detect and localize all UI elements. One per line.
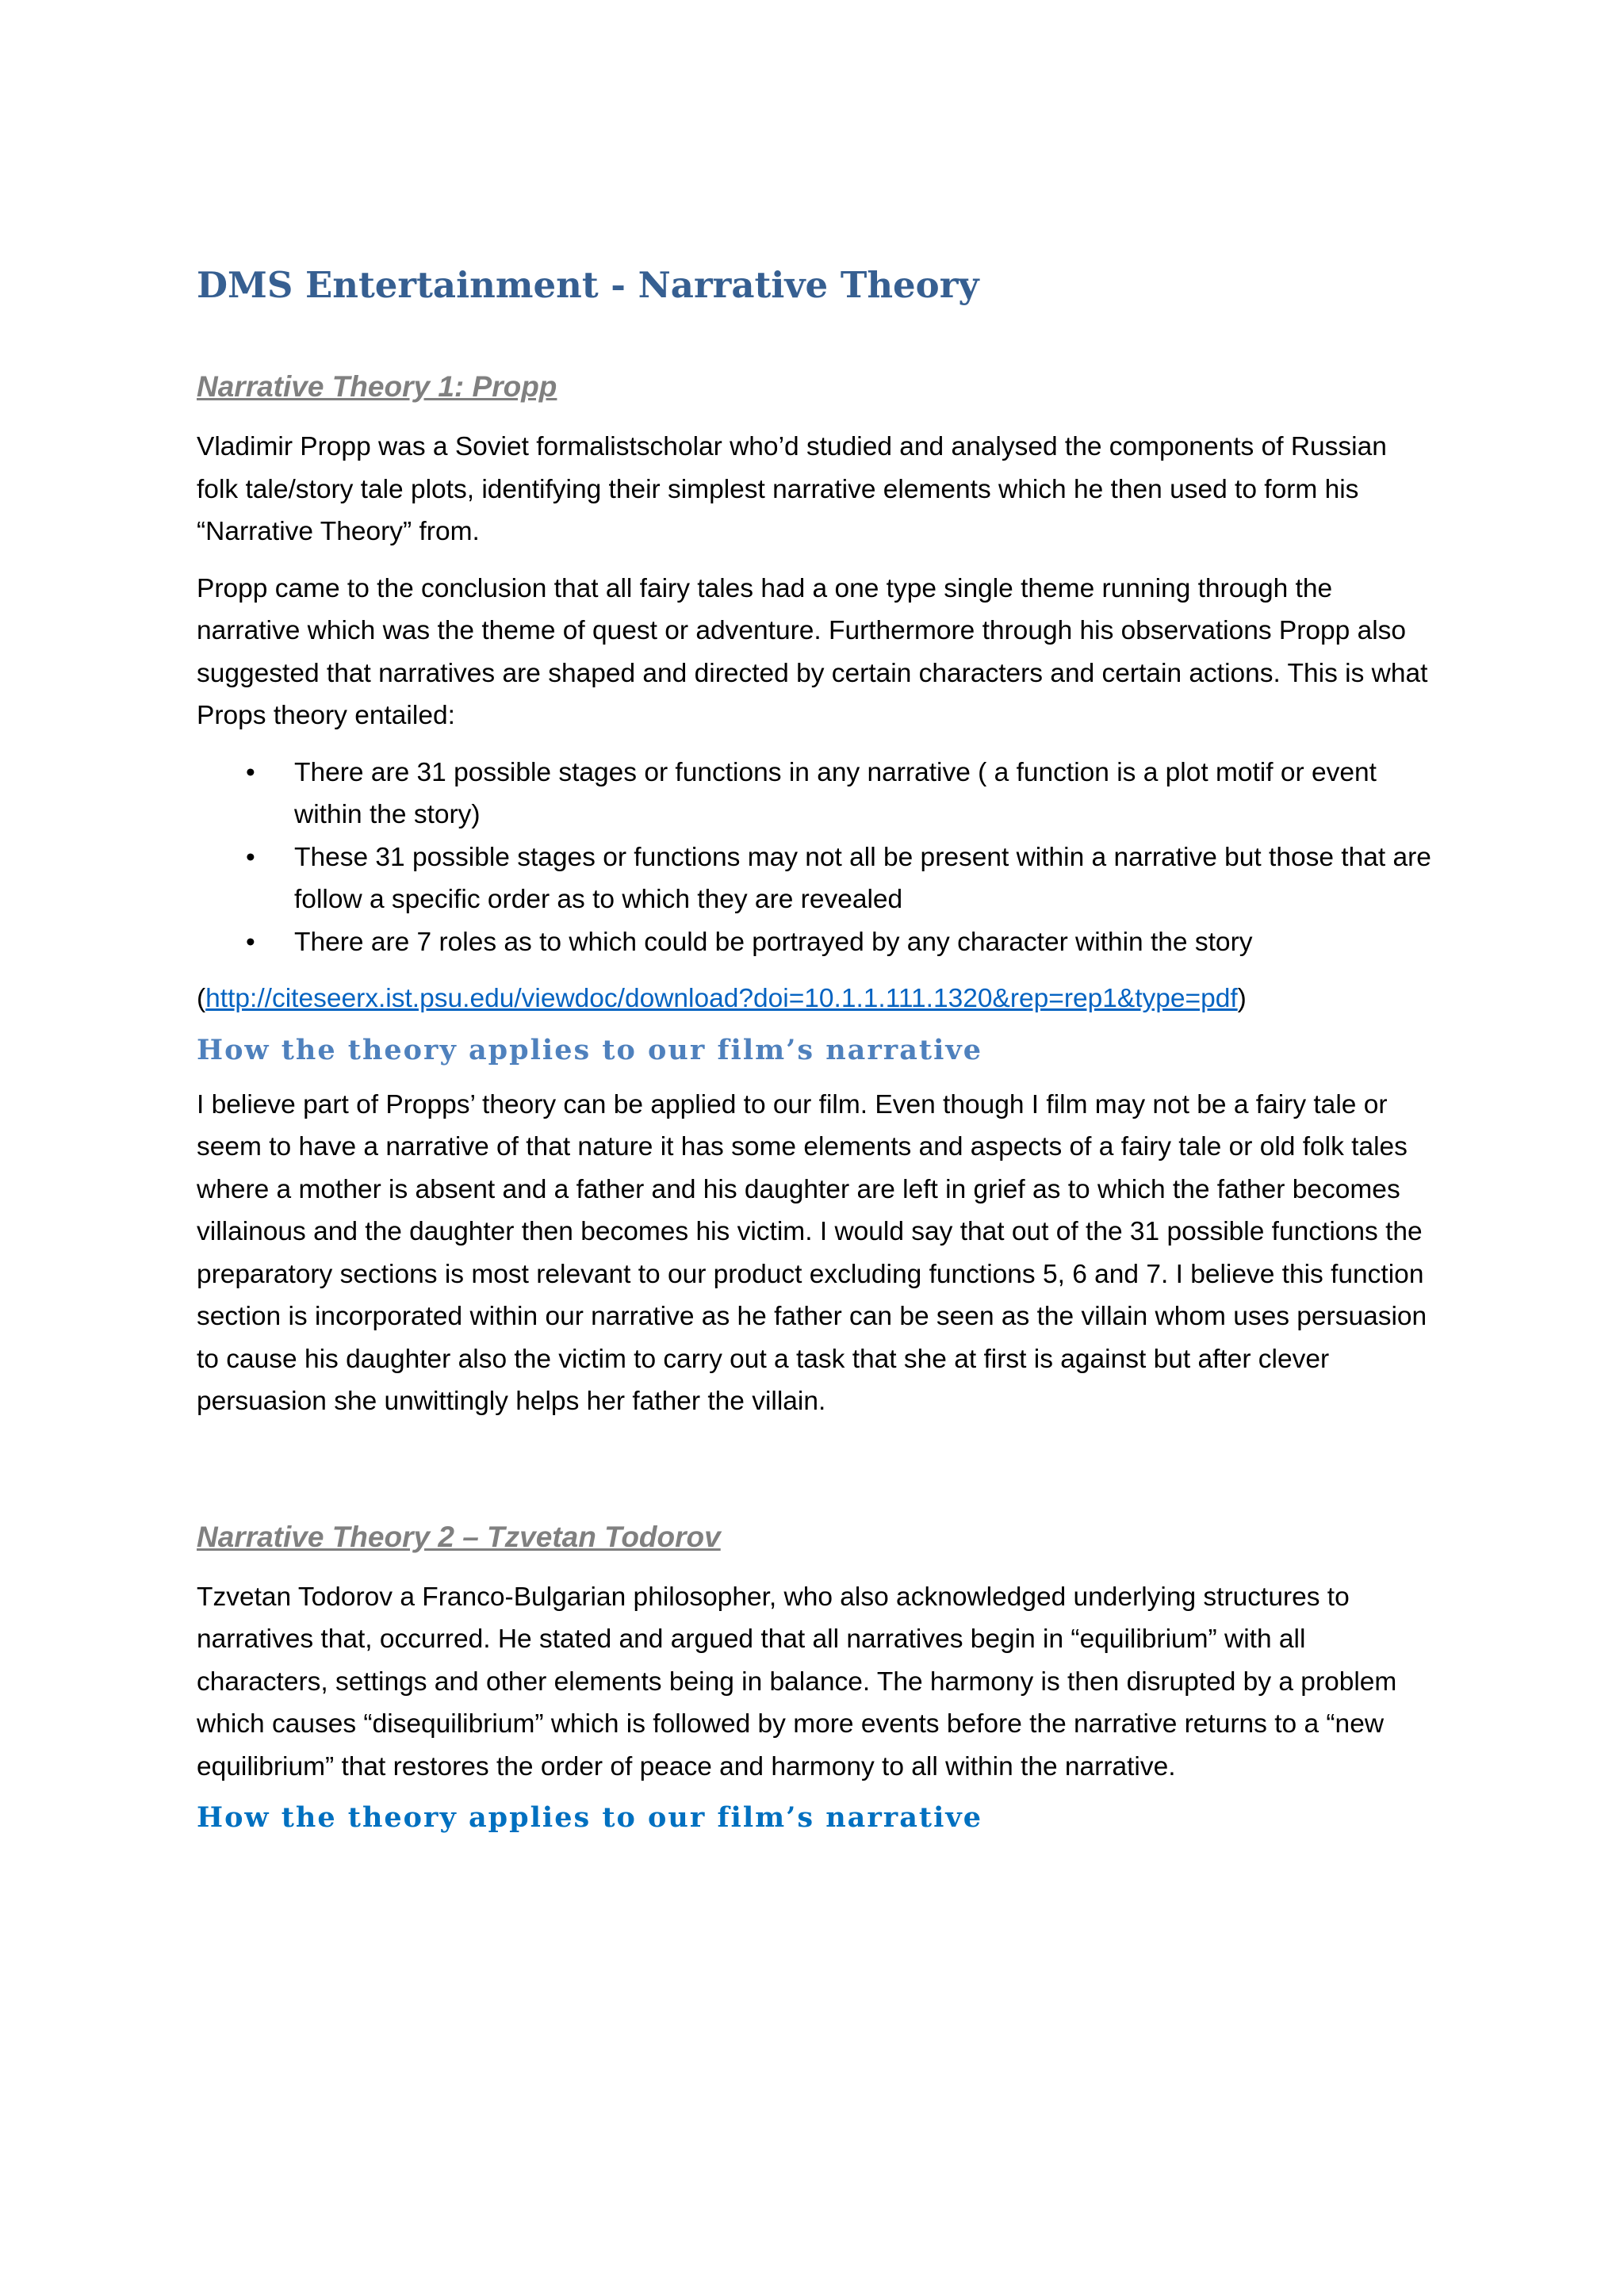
citation-open-paren: ( — [197, 984, 206, 1013]
bullet-icon: • — [246, 757, 255, 787]
citation — [197, 978, 1434, 1020]
section-heading-propp: Narrative Theory 1: Propp — [197, 370, 557, 403]
list-item-text: There are 31 possible stages or functions in any narrative ( a function is a plot motif or event within the story) — [294, 757, 1377, 829]
propp-application-paragraph: I believe part of Propps’ theory can be applied to our film. Even though I film may not be a fairy tale or seem to have a narrative of that nature it has some elements and aspects of a fairy tale or old folk tales where a mother is absent and a father and his daughter are left in grief as to which the father becomes villainous and the daughter then becomes his victim. I would say that out of the 31 possible functions the preparatory sections is most relevant to our product excluding functions 5, 6 and 7. I believe this function section is incorporated within our narrative as he father can be seen as the villain whom uses persuasion to cause his daughter also the victim to carry out a task that she at first is against but after clever persuasion she unwittingly helps her father the villain. — [197, 1089, 1427, 1416]
propp-intro-paragraph: Vladimir Propp was a Soviet formalistscholar who’d studied and analysed the components of Russian folk tale/story tale plots, identifying their simplest narrative elements which he then used to form his “Narrative Theory” from. — [197, 432, 1387, 546]
citation-link[interactable]: http://citeseerx.ist.psu.edu/viewdoc/download?doi=10.1.1.111.1320&rep=rep1&type=pdf — [205, 984, 1238, 1013]
list-item-text: These 31 possible stages or functions may not all be present within a narrative but those that are follow a specific order as to which they are revealed — [294, 842, 1431, 914]
document-page — [197, 254, 1434, 1840]
list-item — [197, 921, 1434, 964]
propp-conclusion-paragraph: Propp came to the conclusion that all fairy tales had a one type single theme running through the narrative which was the theme of quest or adventure. Furthermore through his observations Propp also suggested that narratives are shaped and directed by certain characters and certain actions. This is what Props theory entailed: — [197, 573, 1428, 730]
list-item — [197, 836, 1434, 921]
propp-bullet-list — [197, 752, 1434, 964]
document-title: DMS Entertainment - Narrative Theory — [197, 264, 979, 306]
section-heading-todorov: Narrative Theory 2 – Tzvetan Todorov — [197, 1520, 721, 1553]
subheading-propp-application: How the theory applies to our film’s narrative — [197, 1033, 982, 1066]
subheading-todorov-application: How the theory applies to our film’s narrative — [197, 1801, 982, 1834]
list-item — [197, 752, 1434, 836]
bullet-icon: • — [246, 927, 255, 957]
bullet-icon: • — [246, 842, 255, 872]
todorov-paragraph: Tzvetan Todorov a Franco-Bulgarian philosopher, who also acknowledged underlying structures to narratives that, occurred. He stated and argued that all narratives begin in “equilibrium” with all characters, settings and other elements being in balance. The harmony is then disrupted by a problem which causes “disequilibrium” which is followed by more events before the narrative returns to a “new equilibrium” that restores the order of peace and harmony to all within the narrative. — [197, 1582, 1397, 1781]
list-item-text: There are 7 roles as to which could be portrayed by any character within the story — [294, 927, 1253, 957]
citation-close-paren: ) — [1237, 984, 1247, 1013]
